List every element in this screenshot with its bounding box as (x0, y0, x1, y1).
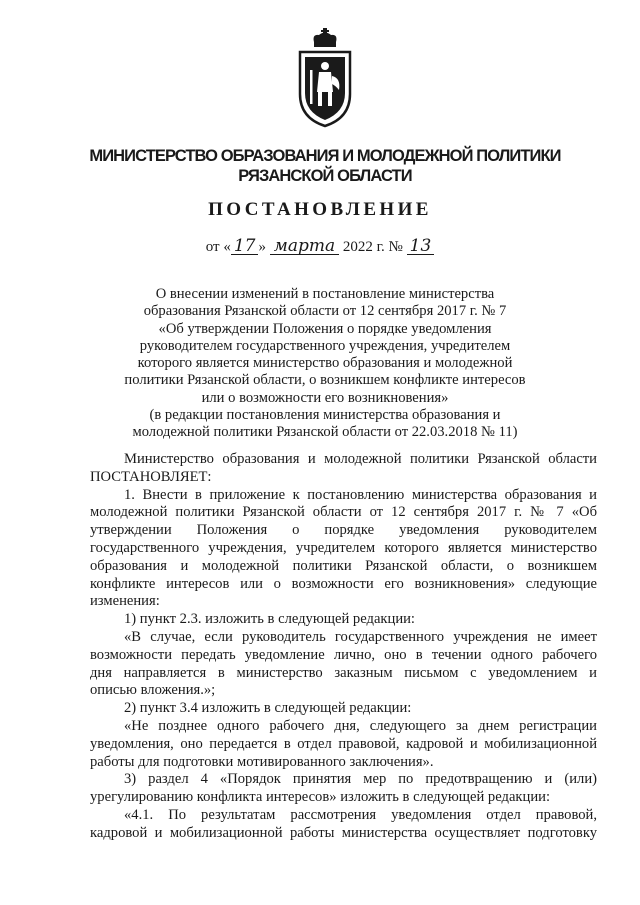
date-line (0, 238, 640, 256)
date-month-handwritten: марта (270, 238, 339, 255)
body-line: утверждении Положения о порядке уведомления руководителем (90, 522, 597, 539)
subject-line: которого является министерство образования и молодежной (137, 355, 513, 372)
ministry-name-line-2: РЯЗАНСКОЙ ОБЛАСТИ (238, 167, 412, 185)
body-line: конфликте интересов или о возможности его возникновения» следующие (90, 575, 597, 592)
document-body (90, 451, 597, 843)
coat-of-arms-emblem (292, 28, 358, 128)
body-line: дня направляется в министерство заказным письмом с уведомлением и (90, 664, 597, 681)
body-line: «В случае, если руководитель государственного учреждения не имеет (124, 628, 597, 645)
body-line: ПОСТАНОВЛЯЕТ: (90, 468, 212, 485)
subject-line: О внесении изменений в постановление министерства (155, 286, 495, 302)
body-line: образования и молодежной политики Рязанской области, о возникшем (90, 557, 597, 574)
subject-line: руководителем государственного учреждения, учредителем (139, 337, 511, 354)
document-type-title: ПОСТАНОВЛЕНИЕ (208, 199, 432, 220)
body-line: работы для подготовки мотивированного заключения». (90, 753, 434, 770)
body-line: «4.1. По результатам рассмотрения уведомления отдел правовой, (124, 806, 597, 823)
body-line: «Не позднее одного рабочего дня, следующего за днем регистрации (124, 717, 597, 734)
body-line: Министерство образования и молодежной политики Рязанской области (124, 451, 597, 467)
subject-line: (в редакции постановления министерства образования и (149, 407, 501, 424)
body-line: государственного учреждения, учредителем которого является министерство (90, 539, 597, 556)
body-line: кадровой и мобилизационной работы министерства осуществляет подготовку (90, 824, 597, 841)
ministry-name-line-1: МИНИСТЕРСТВО ОБРАЗОВАНИЯ И МОЛОДЕЖНОЙ ПОЛИТИКИ (89, 147, 561, 165)
body-line: 1) пункт 2.3. изложить в следующей редакции: (124, 611, 415, 628)
date-quote-close: » (258, 239, 266, 255)
body-line: изменения: (90, 593, 160, 610)
subject-line: или о возможности его возникновения» (201, 389, 449, 406)
subject-line: образования Рязанской области от 12 сентября 2017 г. № 7 (143, 303, 507, 320)
date-year: 2022 г. № (342, 239, 403, 255)
subject-line: политики Рязанской области, о возникшем конфликте интересов (124, 372, 526, 389)
body-line: урегулированию конфликта интересов» изложить в следующей редакции: (90, 789, 550, 806)
date-prefix: от « (205, 239, 231, 255)
body-line: возможности передать уведомление лично, оно в течении одного рабочего (90, 646, 597, 663)
document-number-handwritten: 13 (407, 238, 435, 255)
date-day-handwritten: 17 (231, 238, 259, 255)
body-line: 3) раздел 4 «Порядок принятия мер по предотвращению и (или) (124, 771, 597, 788)
body-line: уведомления, оно передается в отдел правовой, кадровой и мобилизационной (90, 735, 597, 752)
body-line: 2) пункт 3.4 изложить в следующей редакции: (124, 700, 412, 717)
body-line: 1. Внести в приложение к постановлению министерства образования и (124, 486, 597, 503)
subject-line: молодежной политики Рязанской области от 22.03.2018 № 11) (132, 424, 518, 441)
document-subject (90, 286, 560, 442)
subject-line: «Об утверждении Положения о порядке уведомления (158, 320, 492, 337)
body-line: молодежной политики Рязанской области от 12 сентября 2017 г. № 7 «Об (90, 504, 597, 521)
body-line: описью вложения.»; (90, 682, 216, 699)
